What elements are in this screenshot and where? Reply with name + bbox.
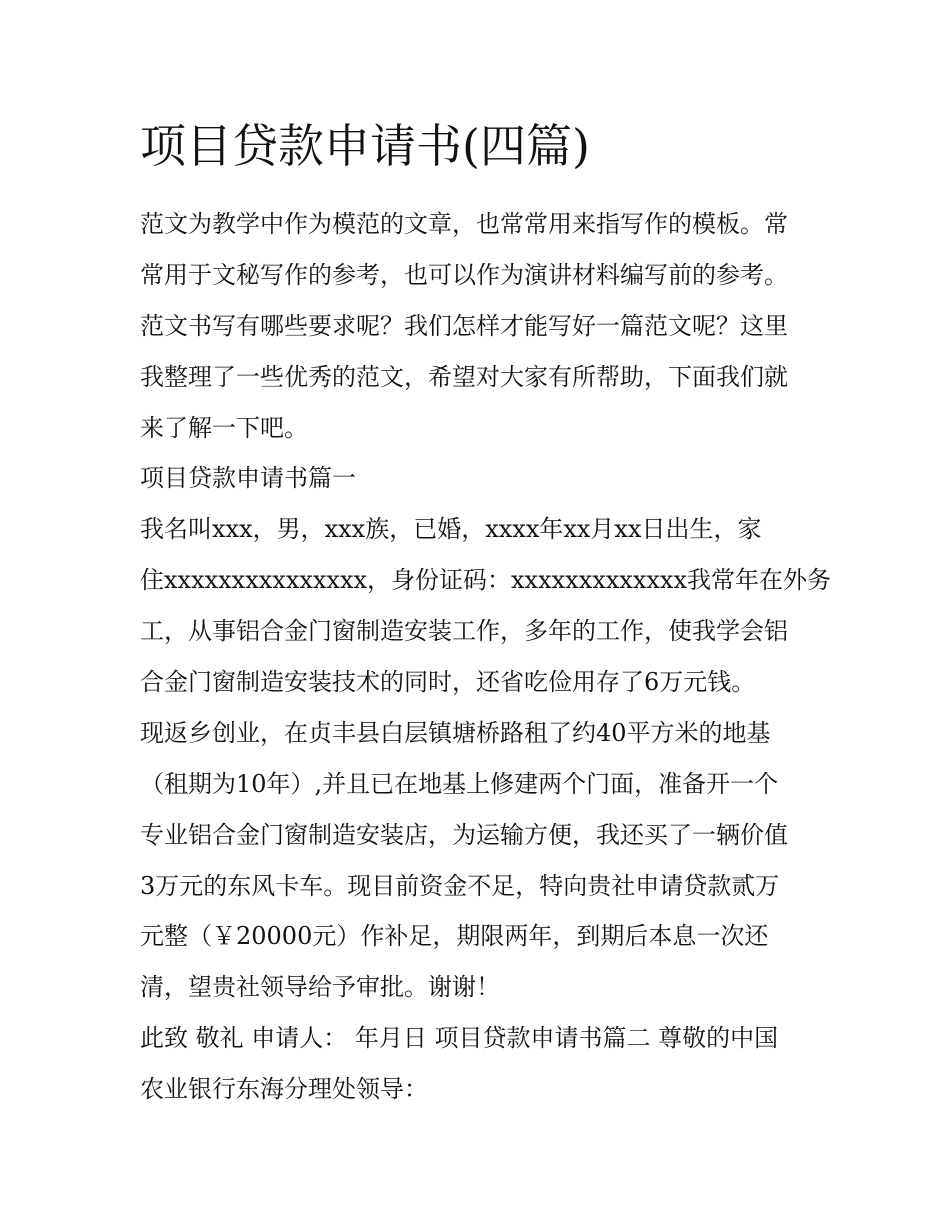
paragraph-line: 住xxxxxxxxxxxxxxx，身份证码：xxxxxxxxxxxxx我常年在外务 [140, 566, 831, 594]
paragraph-line: 我整理了一些优秀的范文，希望对大家有所帮助，下面我们就 [140, 363, 788, 391]
section-heading: 项目贷款申请书篇一 [140, 464, 356, 492]
paragraph-line: 现返乡创业，在贞丰县白层镇塘桥路租了约40平方米的地基 [140, 719, 771, 747]
paragraph-line: 我名叫xxx，男，xxx族，已婚，xxxx年xx月xx日出生，家 [140, 515, 762, 543]
paragraph-line: 专业铝合金门窗制造安装店，为运输方便，我还买了一辆价值 [140, 821, 788, 849]
paragraph-line: 范文书写有哪些要求呢？我们怎样才能写好一篇范文呢？这里 [140, 312, 788, 340]
page-title: 项目贷款申请书(四篇) [140, 119, 590, 173]
paragraph-line: 农业银行东海分理处领导： [140, 1075, 428, 1103]
paragraph-line: 合金门窗制造安装技术的同时，还省吃俭用存了6万元钱。 [140, 668, 756, 696]
paragraph-line: 常用于文秘写作的参考，也可以作为演讲材料编写前的参考。 [140, 261, 788, 289]
paragraph-line: 清，望贵社领导给予审批。谢谢！ [140, 973, 500, 1001]
paragraph-line: 元整（￥20000元）作补足，期限两年，到期后本息一次还 [140, 922, 769, 950]
paragraph-line: （租期为10年）,并且已在地基上修建两个门面，准备开一个 [140, 770, 779, 798]
paragraph-line: 范文为教学中作为模范的文章，也常常用来指写作的模板。常 [140, 210, 788, 238]
paragraph-line: 此致 敬礼 申请人： 年月日 项目贷款申请书篇二 尊敬的中国 [140, 1024, 779, 1052]
paragraph-line: 工，从事铝合金门窗制造安装工作，多年的工作，使我学会铝 [140, 617, 788, 645]
paragraph-line: 来了解一下吧。 [140, 414, 308, 442]
paragraph-line: 3万元的东风卡车。现目前资金不足，特向贵社申请贷款贰万 [140, 872, 780, 900]
